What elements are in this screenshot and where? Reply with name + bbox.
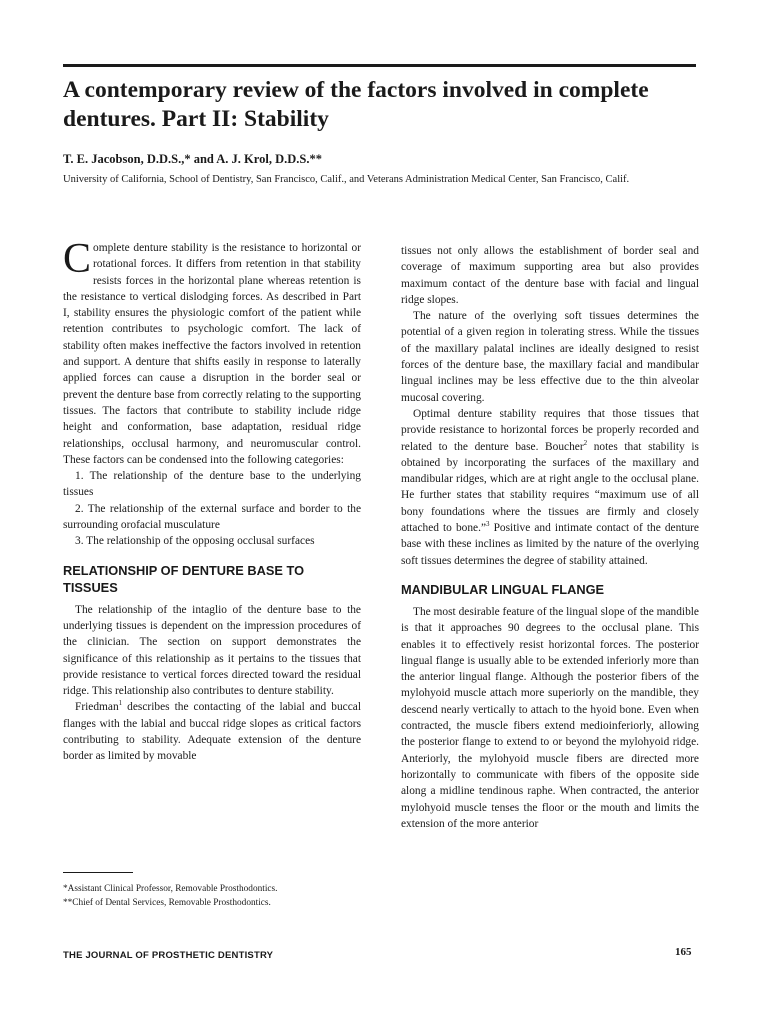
intro-text: omplete denture stability is the resistance to horizontal or rotational forces. It differs from retention in that stability resists forces in the horizontal plane whereas retention is the resistance to vertical dislodging forces. As described in Part I, stability ensures the physiologic comfort of the patient while retention contributes to psychologic comfort. The lack of stability often makes ineffective the factors involved in retention and support. A denture that shifts easily in response to laterally applied forces can cause a disruption in the border seal or prevent the denture base from correctly relating to the supporting tissues. The factors that contribute to stability include ridge height and conformation, base adaptation, residual ridge relationships, occlusal harmony, and neuromuscular control. These factors can be condensed into the following categories: — [63, 242, 361, 466]
footnote: **Chief of Dental Services, Removable Prosthodontics. — [63, 898, 271, 908]
footnote: *Assistant Clinical Professor, Removable Prosthodontics. — [63, 884, 278, 894]
footnote-divider — [63, 872, 133, 873]
article-title: A contemporary review of the factors involved in complete dentures. Part II: Stability — [63, 77, 649, 132]
left-column — [63, 236, 361, 765]
journal-name: THE JOURNAL OF PROSTHETIC DENTISTRY — [63, 950, 274, 961]
paragraph: The nature of the overlying soft tissues determines the potential of a given region in tolerating stress. While the tissues of the maxillary palatal inclines are ideally designed to resist forces of the denture base, the maxillary facial and mandibular lingual inclines may be less effective due to the thin alveolar mucosal covering. — [401, 310, 699, 404]
reference-superscript: 1 — [118, 699, 123, 708]
intro-paragraph — [63, 236, 361, 468]
paragraph — [63, 699, 361, 764]
list-item: 1. The relationship of the denture base to the underlying tissues — [63, 470, 361, 499]
paragraph: The relationship of the intaglio of the denture base to the underlying tissues is dependent on the impression procedures of the clinician. The section on support demonstrates the significance of this relationship as it pertains to the tissues that provide resistance to vertical forces directed toward the residual ridge. This relationship also contributes to denture stability. — [63, 603, 361, 698]
right-column — [401, 243, 699, 832]
reference-superscript: 3 — [486, 520, 490, 529]
paragraph: tissues not only allows the establishment of border seal and coverage of maximum supporting area but also provides maximum contact of the denture base with facial and lingual ridge slopes. — [401, 245, 699, 306]
top-rule — [63, 64, 696, 67]
section-heading-lingual-flange: MANDIBULAR LINGUAL FLANGE — [401, 581, 605, 597]
paragraph-text: Positive and intimate contact of the denture base with these inclines as limited by the nature of the overlying soft tissues determines the degree of stability attained. — [401, 522, 699, 567]
paragraph-text: describes the contacting of the labial and buccal flanges with the labial and buccal ridge slopes as critical factors contributing to stability. Adequate extension of the denture border as limited by movable — [63, 701, 361, 763]
paragraph: The most desirable feature of the lingual slope of the mandible is that it approaches 90 degrees to the occlusal plane. This enables it to effectively resist horizontal forces. The posterior lingual flange is usually able to be extended inferiorly more than the anterior lingual flange. Although the posterior fibers of the mylohyoid muscle attach more superiorly on the mandible, they descend nearly vertically to attach to the hyoid bone. Even when contracted, the muscle fibers extend medioinferiorly, allowing the posterior flange to extend to or beyond the mylohyoid ridge. Anteriorly, the mylohyoid muscle fibers are directed more horizontally to communicate with fibers of the opposite side along a midline tendinous raphe. When contracted, the anterior mylohyoid muscle tenses the floor or the mouth and limits the extension of the more anterior — [401, 605, 699, 830]
footnotes — [63, 882, 277, 910]
paragraph-text: Friedman — [75, 701, 119, 714]
paragraph-text: notes that stability is obtained by incorporating the surfaces of the maxillary and mandibular ridges, which are at right angle to the occlusal plane. He further states that stability requires “maximum use of all bony foundations where the tissues are firmly and closely attached to bone.” — [401, 440, 699, 535]
reference-superscript: 2 — [583, 438, 588, 447]
article-authors: T. E. Jacobson, D.D.S.,* and A. J. Krol, D.D.S.** — [63, 152, 322, 166]
drop-cap: C — [63, 236, 92, 282]
list-item: 3. The relationship of the opposing occlusal surfaces — [75, 535, 315, 548]
paragraph — [401, 406, 699, 569]
article-affiliation: University of California, School of Dentistry, San Francisco, Calif., and Veterans Administration Medical Center, San Francisco, Calif. — [63, 174, 630, 185]
paragraph-text: Optimal denture stability requires that those tissues that provide resistance to horizontal forces be properly recorded and related to the denture base. Boucher — [401, 407, 699, 453]
page-number: 165 — [675, 946, 692, 958]
list-item: 2. The relationship of the external surface and border to the surrounding orofacial musculature — [63, 502, 361, 532]
section-heading-denture-base: RELATIONSHIP OF DENTURE BASE TO TISSUES — [63, 562, 305, 595]
